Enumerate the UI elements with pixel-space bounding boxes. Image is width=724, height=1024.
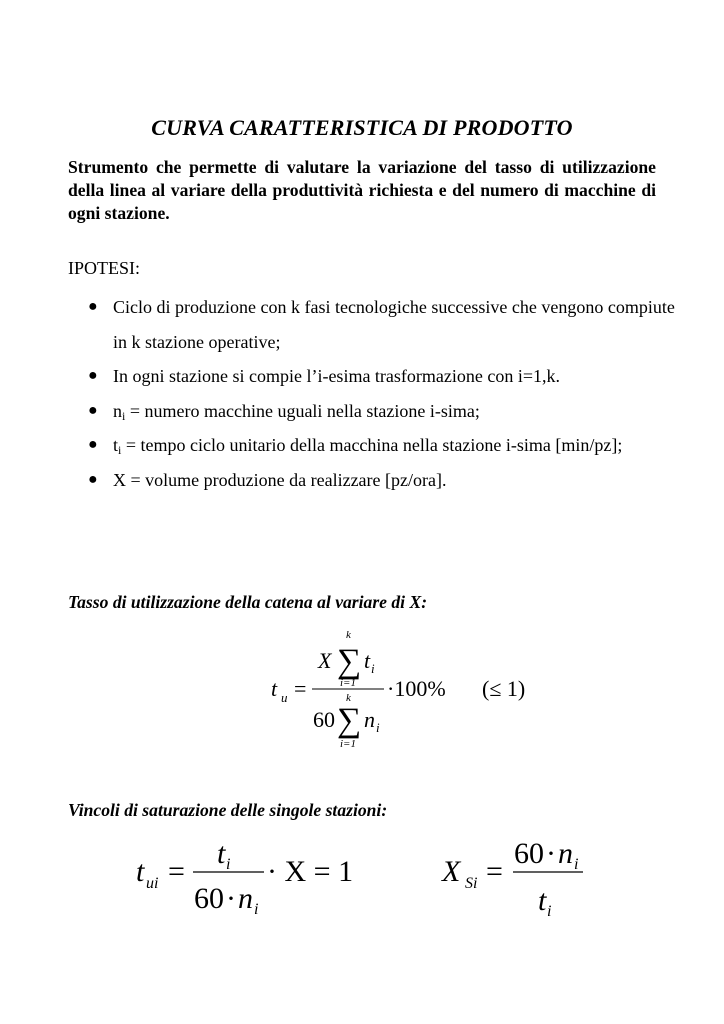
svg-text:=: =	[168, 855, 185, 888]
svg-text:·100%: ·100%	[387, 676, 446, 701]
bullet-icon: ●	[88, 436, 98, 453]
svg-text:X: X	[442, 855, 461, 888]
svg-text:60: 60	[194, 882, 224, 915]
svg-text:(≤ 1): (≤ 1)	[482, 676, 526, 701]
svg-text:t: t	[364, 648, 371, 673]
svg-text:ui: ui	[146, 875, 159, 892]
svg-text:60: 60	[514, 837, 544, 870]
svg-text:u: u	[281, 690, 288, 705]
svg-text:Si: Si	[465, 875, 478, 892]
formula-lhs: t	[271, 676, 278, 701]
svg-text:n: n	[238, 882, 253, 915]
sum-icon: ∑	[337, 702, 362, 739]
svg-text:i: i	[371, 661, 375, 676]
svg-text:t: t	[136, 855, 145, 888]
svg-text:· X = 1: · X = 1	[267, 855, 354, 888]
svg-text:i: i	[547, 903, 552, 920]
svg-text:n: n	[364, 707, 375, 732]
svg-text:t: t	[538, 884, 547, 917]
intro-paragraph: Strumento che permette di valutare la variazione del tasso di utilizzazione della linea al variare della produttività richiesta e del numero di macchine di ogni stazione.	[68, 157, 656, 223]
svg-text:=: =	[486, 855, 503, 888]
svg-text:i: i	[226, 856, 231, 873]
list-item: ● $t_i$ = tempo ciclo unitario della macchina nella stazione i-sima [min/pz];	[88, 428, 688, 463]
list-item: ● $n_i$ = numero macchine uguali nella stazione i-sima;	[88, 394, 688, 429]
formula-station-volume	[0, 830, 724, 920]
svg-text:n: n	[558, 837, 573, 870]
bullet-icon: ●	[88, 367, 98, 384]
svg-text:=: =	[294, 676, 307, 701]
svg-text:·: ·	[546, 837, 556, 870]
list-item: ● X = volume produzione da realizzare [pz/ora].	[88, 463, 688, 498]
bullet-icon: ●	[88, 298, 98, 315]
section-title-saturation: Vincoli di saturazione delle singole stazioni:	[68, 800, 388, 820]
hypotheses-list	[88, 290, 688, 497]
bullet-icon: ●	[88, 401, 98, 419]
svg-text:X: X	[318, 648, 332, 673]
svg-text:k: k	[346, 692, 351, 704]
page-title: CURVA CARATTERISTICA DI PRODOTTO	[151, 115, 573, 140]
formula-utilization	[0, 620, 724, 760]
svg-text:·: ·	[226, 882, 236, 915]
bullet-icon: ●	[88, 470, 98, 488]
svg-text:i: i	[376, 720, 380, 735]
section-title-utilization: Tasso di utilizzazione della catena al variare di X:	[68, 592, 428, 612]
sum-icon: ∑	[337, 643, 362, 680]
svg-text:i: i	[574, 856, 579, 873]
svg-text:60: 60	[313, 707, 335, 732]
svg-text:t: t	[217, 837, 226, 870]
svg-text:i=1: i=1	[340, 677, 356, 689]
svg-text:i: i	[254, 901, 259, 918]
list-item: ● In ogni stazione si compie l’i-esima trasformazione con i=1,k.	[88, 359, 688, 394]
list-item: ● Ciclo di produzione con k fasi tecnologiche successive che vengono compiute in k stazione operative;	[88, 290, 688, 359]
svg-text:i=1: i=1	[340, 738, 356, 750]
hypotheses-label: IPOTESI:	[68, 258, 140, 278]
svg-text:k: k	[346, 629, 351, 641]
